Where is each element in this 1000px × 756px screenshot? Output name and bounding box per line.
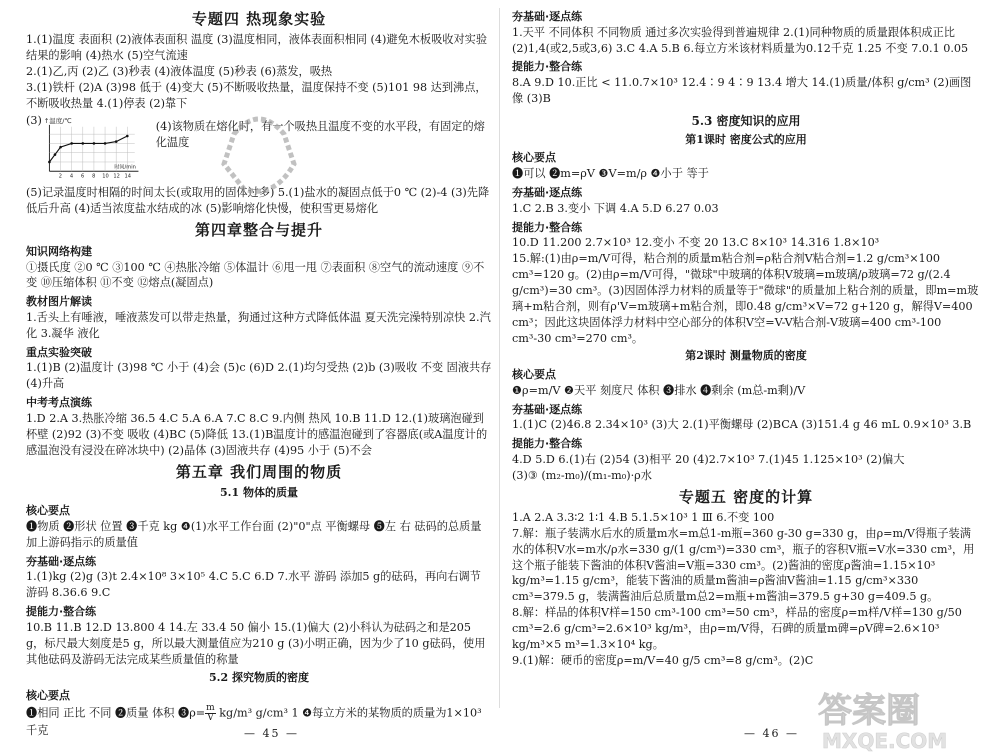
heading-basic-practice: 夯基础·逐点练 <box>512 186 583 199</box>
melting-graph <box>42 113 146 185</box>
heading-ability-practice: 提能力·整合练 <box>512 437 583 451</box>
exam-practice-answers: 1.D 2.A 3.热胀冷缩 36.5 4.C 5.A 6.A 7.C 8.C 9.内侧 热风 10.B 11.D 12.(1)玻璃泡碰到杯壁 (2)92 (3)不变 吸收 (4)BC (5)降低 13.(1)B温度计的感温泡碰到了容器底(或A温度计的感温泡没有浸没在碎冰块中) (2)晶体 (3)固液共存 (4)95 小于 (5)不会 <box>26 411 488 457</box>
section-5-3-title: 5.3 密度知识的应用 <box>691 113 801 128</box>
density-fraction <box>205 704 216 723</box>
ability-practice-answers: 8.A 9.D 10.正比 < 11.0.7×10³ 12.4∶9 4∶9 13.4 增大 14.(1)质量/体积 g/cm³ (2)画图像 (3)B <box>512 76 972 105</box>
knowledge-network-answers: ①摄氏度 ②0 ℃ ③100 ℃ ④热胀冷缩 ⑤体温计 ⑥甩一甩 ⑦表面积 ⑧空气的流动速度 ⑨不变 ⑩压缩体积 ⑪不变 ⑫熔点(凝固点) <box>26 260 485 290</box>
graph-points <box>48 135 128 164</box>
density-core-text-b: kg/m³ g/cm³ 1 ❹每立方米的某物质的质量为1×10³ <box>215 706 482 720</box>
question-15-solution: 15.解:(1)由ρ=m/V可得，粘合剂的质量m粘合剂=ρ粘合剂V粘合剂=1.2 g/cm³×100 cm³=120 g。(2)由ρ=m/V可得，"微球"中玻璃的体积V玻璃=m玻璃/ρ玻璃=72 g/(2.4 g/cm³)=30 cm³。(3)因固体浮力材料的质量等于"微球"的质量加上粘合剂的质量，即m=m玻璃+m粘合剂，则有ρ'V=m玻璃+m粘合剂，即0.48 g/cm³×V=72 g+120 g，解得V=400 cm³；因此这块固体浮力材料中空心部分的体积V空=V-V粘合剂-V玻璃=400 cm³-100 cm³-30 cm³=270 cm³。 <box>512 252 979 345</box>
right-page <box>500 0 1000 756</box>
topic5-answer-9: 9.(1)解：硬币的密度ρ=m/V=40 g/5 cm³=8 g/cm³。(2)C <box>512 653 814 667</box>
graph-curve <box>49 136 127 162</box>
topic4-title: 专题四 热现象实验 <box>191 10 327 28</box>
topic5-answer-8: 8.解：样品的体积V样=150 cm³-100 cm³=50 cm³，样品的密度ρ=m样/V样=130 g/50 cm³=2.6 g/cm³=2.6×10³ kg/m³，由ρ=m/V得，石碑的质量m碑=ρV碑=2.6×10³ kg/m³×5 m³=1.3×10⁴ kg。 <box>512 606 962 652</box>
chapter5-title: 第五章 我们周围的物质 <box>175 462 343 481</box>
heading-key-experiments: 重点实验突破 <box>26 345 92 359</box>
core-points-answers: ❶ρ=m/V ❷天平 刻度尺 体积 ❸排水 ❹剩余 (m总-m剩)/V <box>512 383 806 397</box>
chapter4-review-title: 第四章整合与提升 <box>194 220 323 239</box>
topic5-answer-7: 7.解：瓶子装满水后水的质量m水=m总1-m瓶=360 g-30 g=330 g，由ρ=m/V得瓶子装满水的体积V水=m水/ρ水=330 g/(1 g/cm³)=330 cm³，瓶子的容积V瓶=V水=330 cm³，用这个瓶子能装下酱油的体积V酱油=V瓶=330 cm³。(2)酱油的密度ρ酱油=1.15×10³ kg/m³=1.15 g/cm³，能装下酱油的质量m酱油=ρ酱油V酱油=1.15 g/cm³×330 cm³=379.5 g，装满酱油后总质量m总2=m瓶+m酱油=379.5 g+30 g=409.5 g。 <box>512 526 975 604</box>
graph-tick: 10 <box>102 173 109 180</box>
basic-practice-answers: 1.C 2.B 3.变小 下调 4.A 5.D 6.27 0.03 <box>512 201 719 215</box>
heading-core-points: 核心要点 <box>512 368 556 382</box>
density-core-text-a: ❶相同 正比 不同 ❷质量 体积 ❸ρ= <box>26 706 206 720</box>
density-core-answers <box>26 704 492 723</box>
page-number-left: — 45 — <box>244 727 299 741</box>
graph-xlabel: 时间/min <box>114 164 136 171</box>
topic5-title: 专题五 密度的计算 <box>678 487 814 506</box>
basic-practice-answers: 1.天平 不同体积 不同物质 通过多次实验得到普遍规律 2.(1)同种物质的质量跟体积成正比 (2)1,4(或2,5或3,6) 3.C 4.A 5.B 6.每立方米该材料质量为0.12千克 1.25 不变 7.0.1 0.05 <box>512 25 969 55</box>
ability-practice-answers: 10.B 11.B 12.D 13.800 4 14.左 33.4 50 偏小 15.(1)偏大 (2)小科认为砝码之和是205 g，标尺最大刻度是5 g，所以最大测量值应为210 g (3)小明正确，因为少了10 g砝码，使用其他砝码及游码无法完成某些质量值的称量 <box>26 620 486 666</box>
fraction-denominator: V <box>207 712 214 723</box>
graph-header: (3) <box>26 113 42 127</box>
topic4-answer-3: 3.(1)铁杆 (2)A (3)98 低于 (4)变大 (5)不断吸收热量，温度保持不变 (5)101 98 达到沸点，不断吸收热量 4.(1)停表 (2)靠下 <box>26 81 487 110</box>
section-5-1-title: 5.1 物体的质量 <box>220 485 298 499</box>
topic4-answer-2: 2.(1)乙,丙 (2)乙 (3)秒表 (4)液体温度 (5)秒表 (6)蒸发，吸热 <box>26 65 333 79</box>
fraction-numerator: m <box>206 702 215 713</box>
topic5-answers-1: 1.A 2.A 3.3∶2 1∶1 4.B 5.1.5×10³ 1 Ⅲ 6.不变 100 <box>512 510 775 524</box>
heading-ability-practice: 提能力·整合练 <box>512 60 583 74</box>
watermark-url: MXQE.COM <box>822 729 948 753</box>
core-points-answers: ❶可以 ❷m=ρV ❸V=m/ρ ❹小于 等于 <box>512 167 709 181</box>
lesson-1-title: 第1课时 密度公式的应用 <box>685 132 807 146</box>
ability-practice-answers: 4.D 5.D 6.(1)右 (2)54 (3)相平 20 (4)2.7×10³ 7.(1)45 1.125×10³ (2)偏大 <box>512 452 905 466</box>
graph-tick: 12 <box>113 173 120 180</box>
heading-core-points: 核心要点 <box>26 504 70 518</box>
section-5-2-title: 5.2 探究物质的密度 <box>209 670 309 684</box>
heading-textbook-images: 教材图片解读 <box>26 295 92 309</box>
textbook-images-answers: 1.舌头上有唾液，唾液蒸发可以带走热量，狗通过这种方式降低体温 夏天洗完澡特别凉快 2.汽化 3.凝华 液化 <box>26 310 491 340</box>
topic4-answer-5: (5)记录温度时相隔的时间太长(或取用的固体过多) 5.(1)盐水的凝固点低于0 ℃ (2)-4 (3)先降低后升高 (4)适当浓度盐水结成的冰 (5)影响熔化快慢，使积雪更易熔化 <box>26 185 490 215</box>
graph-tick: 8 <box>91 173 96 180</box>
heading-knowledge-network: 知识网络构建 <box>26 244 92 258</box>
graph-ylabel: ↑温度/℃ <box>43 116 72 125</box>
basic-practice-answers: 1.(1)C (2)46.8 2.34×10³ (3)大 2.(1)平衡螺母 (2)BCA (3)151.4 g 46 mL 0.9×10³ 3.B <box>512 418 972 432</box>
ability-practice-answers-cont: (3)③ (m₂-m₀)/(m₁-m₀)·ρ水 <box>512 468 652 482</box>
key-experiments-answers: 1.(1)B (2)温度计 (3)98 ℃ 小于 (4)会 (5)c (6)D 2.(1)均匀受热 (2)b (3)吸收 不变 固液共存 (4)升高 <box>26 361 492 391</box>
watermark-text: 答案圈 <box>818 691 920 731</box>
heading-basic-practice: 夯基础·逐点练 <box>26 554 97 568</box>
graph-answer-text: (4)该物质在熔化时，有一个吸热且温度不变的水平段，有固定的熔化温度 <box>155 119 485 149</box>
watermark-logo <box>810 684 986 754</box>
topic4-answer-1: 1.(1)温度 表面积 (2)液体表面积 温度 (3)温度相同，液体表面积相同 (4)避免木板吸收对实验结果的影响 (4)热水 (5)空气流速 <box>26 33 488 63</box>
graph-tick: 4 <box>69 173 73 180</box>
heading-ability-practice: 提能力·整合练 <box>26 605 97 619</box>
graph-tick: 14 <box>124 173 131 180</box>
basic-practice-answers: 1.(1)kg (2)g (3)t 2.4×10⁸ 3×10⁵ 4.C 5.C 6.D 7.水平 游码 添加5 g的砝码，再向右调节游码 8.36.6 9.C <box>26 570 481 600</box>
heading-ability-practice: 提能力·整合练 <box>512 220 583 234</box>
heading-exam-practice: 中考考点演练 <box>26 396 92 410</box>
ability-practice-answers: 10.D 11.200 2.7×10³ 12.变小 不变 20 13.C 8×10³ 14.316 1.8×10³ <box>512 236 880 250</box>
page-number-right: — 46 — <box>744 727 799 741</box>
stamp-image <box>214 104 304 204</box>
density-core-text-c: 千克 <box>26 723 49 737</box>
heading-core-points: 核心要点 <box>26 689 70 703</box>
graph-tick: 2 <box>58 173 62 180</box>
heading-core-points: 核心要点 <box>512 151 556 165</box>
heading-basic-practice: 夯基础·逐点练 <box>512 402 583 416</box>
graph-tick: 6 <box>80 173 85 180</box>
core-points-answers: ❶物质 ❷形状 位置 ❸千克 kg ❹(1)水平工作台面 (2)"0"点 平衡螺母 ❺左 右 砝码的总质量加上游码指示的质量值 <box>26 520 482 549</box>
heading-basic-practice: 夯基础·逐点练 <box>512 10 583 23</box>
lesson-2-title: 第2课时 测量物质的密度 <box>685 349 807 363</box>
